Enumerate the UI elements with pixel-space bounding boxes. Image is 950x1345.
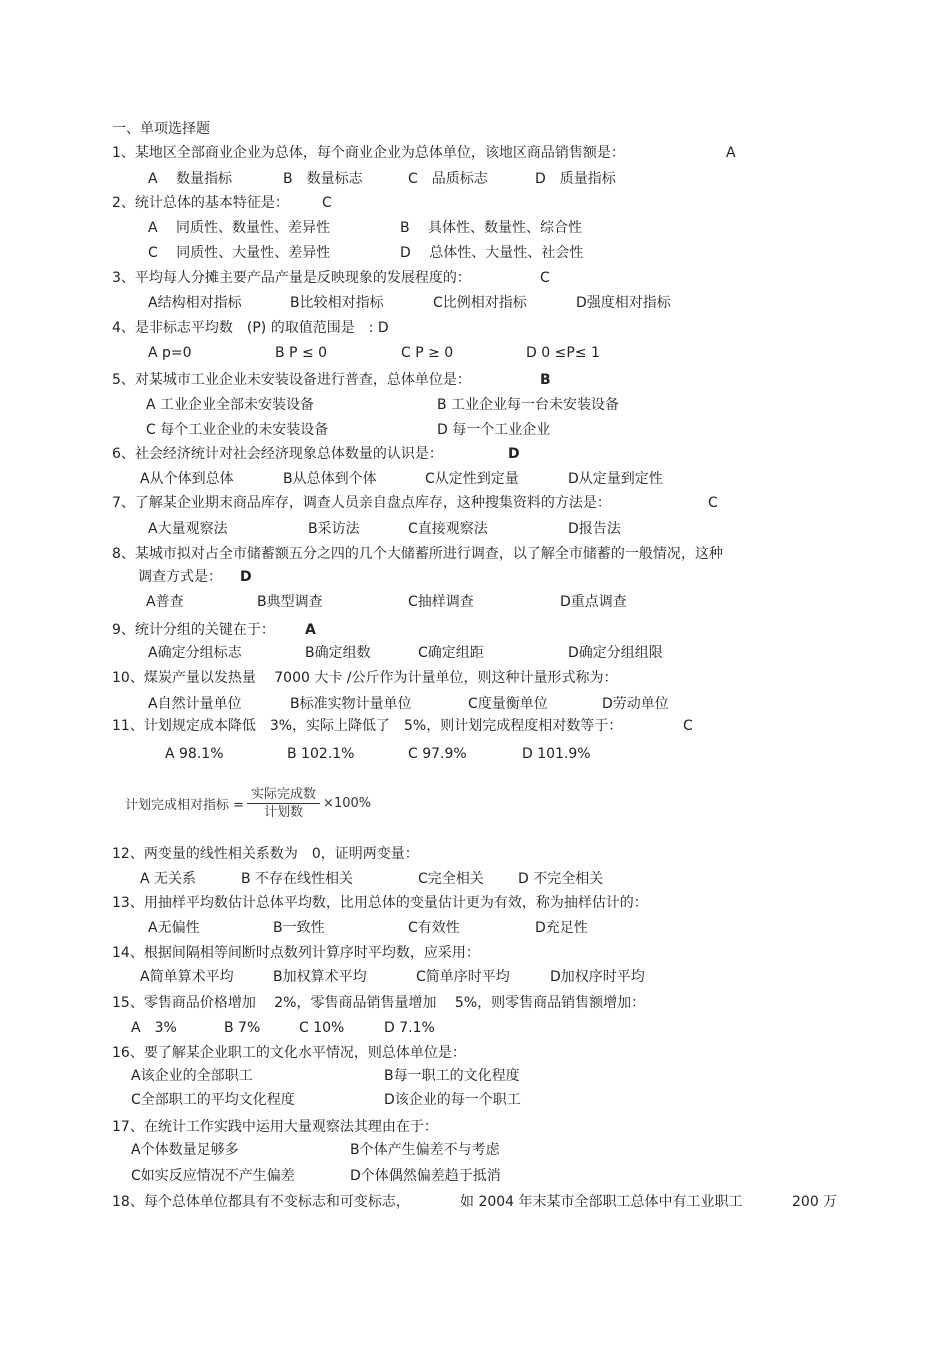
- q2-answer: C: [322, 195, 332, 211]
- formula-fraction: [247, 786, 320, 821]
- formula-denominator: 计划数: [264, 805, 304, 820]
- q12-option-d: D 不完全相关: [518, 871, 604, 887]
- q4-option-a: A p=0: [148, 345, 192, 361]
- q18-stem-part1: 18、每个总体单位都具有不变标志和可变标志，: [112, 1194, 410, 1210]
- q14-option-a: A简单算术平均: [140, 969, 234, 985]
- section-title: 一、单项选择题: [112, 121, 210, 137]
- q13-option-a: A无偏性: [148, 920, 200, 936]
- q18-stem-part2: 如 2004 年末某市全部职工总体中有工业职工: [460, 1194, 743, 1210]
- q5-stem: 5、对某城市工业企业未安装设备进行普查，总体单位是：: [112, 372, 471, 388]
- q2-option-c: C 同质性、大量性、差异性: [148, 245, 331, 261]
- q13-option-c: C有效性: [408, 920, 460, 936]
- q7-answer: C: [708, 495, 718, 511]
- q1-option-b: B 数量标志: [283, 171, 363, 187]
- q5-option-d: D 每一个工业企业: [437, 422, 551, 438]
- plan-completion-formula: [125, 786, 371, 821]
- q13-option-d: D充足性: [535, 920, 588, 936]
- q2-option-a: A 同质性、数量性、差异性: [148, 220, 331, 236]
- q4-stem: 4、是非标志平均数 (P) 的取值范围是 : D: [112, 320, 389, 336]
- q4-option-b: B P ≤ 0: [275, 345, 328, 361]
- q11-stem: 11、计划规定成本降低 3%，实际上降低了 5%，则计划完成程度相对数等于：: [112, 718, 623, 734]
- q3-option-c: C比例相对指标: [433, 295, 527, 311]
- q4-option-d: D 0 ≤P≤ 1: [526, 345, 600, 361]
- q11-option-b: B 102.1%: [287, 746, 355, 762]
- formula-right: ×100%: [323, 796, 372, 811]
- q3-stem: 3、平均每人分摊主要产品产量是反映现象的发展程度的：: [112, 270, 471, 286]
- q12-option-c: C完全相关: [418, 871, 484, 887]
- q11-answer: C: [683, 718, 693, 734]
- q15-option-d: D 7.1%: [384, 1020, 435, 1036]
- q13-option-b: B一致性: [273, 920, 325, 936]
- q17-option-a: A个体数量足够多: [131, 1142, 239, 1158]
- q16-stem: 16、要了解某企业职工的文化水平情况，则总体单位是：: [112, 1045, 466, 1061]
- q9-option-d: D确定分组组限: [568, 645, 663, 661]
- q8-option-d: D重点调查: [560, 594, 627, 610]
- q8-answer: D: [240, 569, 252, 585]
- q15-stem: 15、零售商品价格增加 2%，零售商品销售量增加 5%，则零售商品销售额增加：: [112, 995, 646, 1011]
- q2-stem: 2、统计总体的基本特征是：: [112, 195, 289, 211]
- q5-answer: B: [540, 372, 551, 388]
- q1-answer: A: [726, 145, 736, 161]
- q9-option-c: C确定组距: [418, 645, 484, 661]
- q1-option-d: D 质量指标: [535, 171, 616, 187]
- q5-option-a: A 工业企业全部未安装设备: [146, 397, 315, 413]
- q7-option-a: A大量观察法: [148, 521, 228, 537]
- q10-option-c: C度量衡单位: [468, 696, 548, 712]
- q17-option-c: C如实反应情况不产生偏差: [131, 1168, 295, 1184]
- q12-option-a: A 无关系: [140, 871, 197, 887]
- q15-option-c: C 10%: [299, 1020, 345, 1036]
- q7-option-b: B采访法: [308, 521, 360, 537]
- q13-stem: 13、用抽样平均数估计总体平均数，比用总体的变量估计更为有效，称为抽样估计的：: [112, 895, 648, 911]
- q14-option-b: B加权算术平均: [273, 969, 367, 985]
- q6-option-a: A从个体到总体: [140, 471, 234, 487]
- q2-option-d: D 总体性、大量性、社会性: [400, 245, 584, 261]
- q9-stem: 9、统计分组的关键在于：: [112, 622, 275, 638]
- q6-option-d: D从定量到定性: [568, 471, 663, 487]
- q10-option-b: B标准实物计量单位: [290, 696, 412, 712]
- q6-stem: 6、社会经济统计对社会经济现象总体数量的认识是：: [112, 446, 443, 462]
- q11-option-d: D 101.9%: [522, 746, 591, 762]
- formula-left: 计划完成相对指标 =: [125, 798, 245, 813]
- q15-option-b: B 7%: [224, 1020, 261, 1036]
- q9-option-b: B确定组数: [305, 645, 371, 661]
- q2-option-b: B 具体性、数量性、综合性: [400, 220, 583, 236]
- q16-option-d: D该企业的每一个职工: [384, 1092, 521, 1108]
- q11-option-a: A 98.1%: [165, 746, 224, 762]
- q1-stem: 1、某地区全部商业企业为总体，每个商业企业为总体单位，该地区商品销售额是：: [112, 145, 625, 161]
- q8-stem: 8、某城市拟对占全市储蓄额五分之四的几个大储蓄所进行调查，以了解全市储蓄的一般情况，这种: [112, 546, 723, 562]
- q7-option-c: C直接观察法: [408, 521, 488, 537]
- q14-option-d: D加权序时平均: [550, 969, 645, 985]
- q10-option-d: D劳动单位: [602, 696, 669, 712]
- q3-option-a: A结构相对指标: [148, 295, 242, 311]
- q18-stem-part3: 200 万: [792, 1194, 838, 1210]
- q3-option-d: D强度相对指标: [576, 295, 671, 311]
- q7-stem: 7、了解某企业期末商品库存，调查人员亲自盘点库存，这种搜集资料的方法是：: [112, 495, 611, 511]
- q10-option-a: A自然计量单位: [148, 696, 242, 712]
- q17-stem: 17、在统计工作实践中运用大量观察法其理由在于：: [112, 1119, 438, 1135]
- q8-option-c: C抽样调查: [408, 594, 474, 610]
- q3-option-b: B比较相对指标: [290, 295, 384, 311]
- q1-option-a: A 数量指标: [148, 171, 233, 187]
- q1-option-c: C 品质标志: [408, 171, 488, 187]
- q4-option-c: C P ≥ 0: [401, 345, 454, 361]
- q7-option-d: D报告法: [568, 521, 621, 537]
- q6-option-b: B从总体到个体: [283, 471, 377, 487]
- q15-option-a: A 3%: [131, 1020, 177, 1036]
- q8-stem-continued: 调查方式是：: [138, 569, 222, 585]
- q3-answer: C: [540, 270, 550, 286]
- q12-stem: 12、两变量的线性相关系数为 0，证明两变量：: [112, 846, 419, 862]
- q5-option-b: B 工业企业每一台未安装设备: [437, 397, 620, 413]
- q8-option-b: B典型调查: [257, 594, 323, 610]
- q6-answer: D: [508, 446, 520, 462]
- formula-numerator: 实际完成数: [247, 786, 320, 804]
- q9-option-a: A确定分组标志: [148, 645, 242, 661]
- q5-option-c: C 每个工业企业的未安装设备: [146, 422, 329, 438]
- q16-option-c: C全部职工的平均文化程度: [131, 1092, 295, 1108]
- q10-stem: 10、煤炭产量以发热量 7000 大卡 /公斤作为计量单位，则这种计量形式称为：: [112, 670, 618, 686]
- q11-option-c: C 97.9%: [408, 746, 467, 762]
- q14-stem: 14、根据间隔相等间断时点数列计算序时平均数，应采用：: [112, 945, 480, 961]
- q9-answer: A: [305, 622, 316, 638]
- q12-option-b: B 不存在线性相关: [241, 871, 354, 887]
- q16-option-a: A该企业的全部职工: [131, 1068, 253, 1084]
- q6-option-c: C从定性到定量: [425, 471, 519, 487]
- q16-option-b: B每一职工的文化程度: [384, 1068, 520, 1084]
- q14-option-c: C简单序时平均: [416, 969, 510, 985]
- q8-option-a: A普查: [146, 594, 184, 610]
- q17-option-b: B个体产生偏差不与考虑: [350, 1142, 500, 1158]
- q17-option-d: D个体偶然偏差趋于抵消: [350, 1168, 501, 1184]
